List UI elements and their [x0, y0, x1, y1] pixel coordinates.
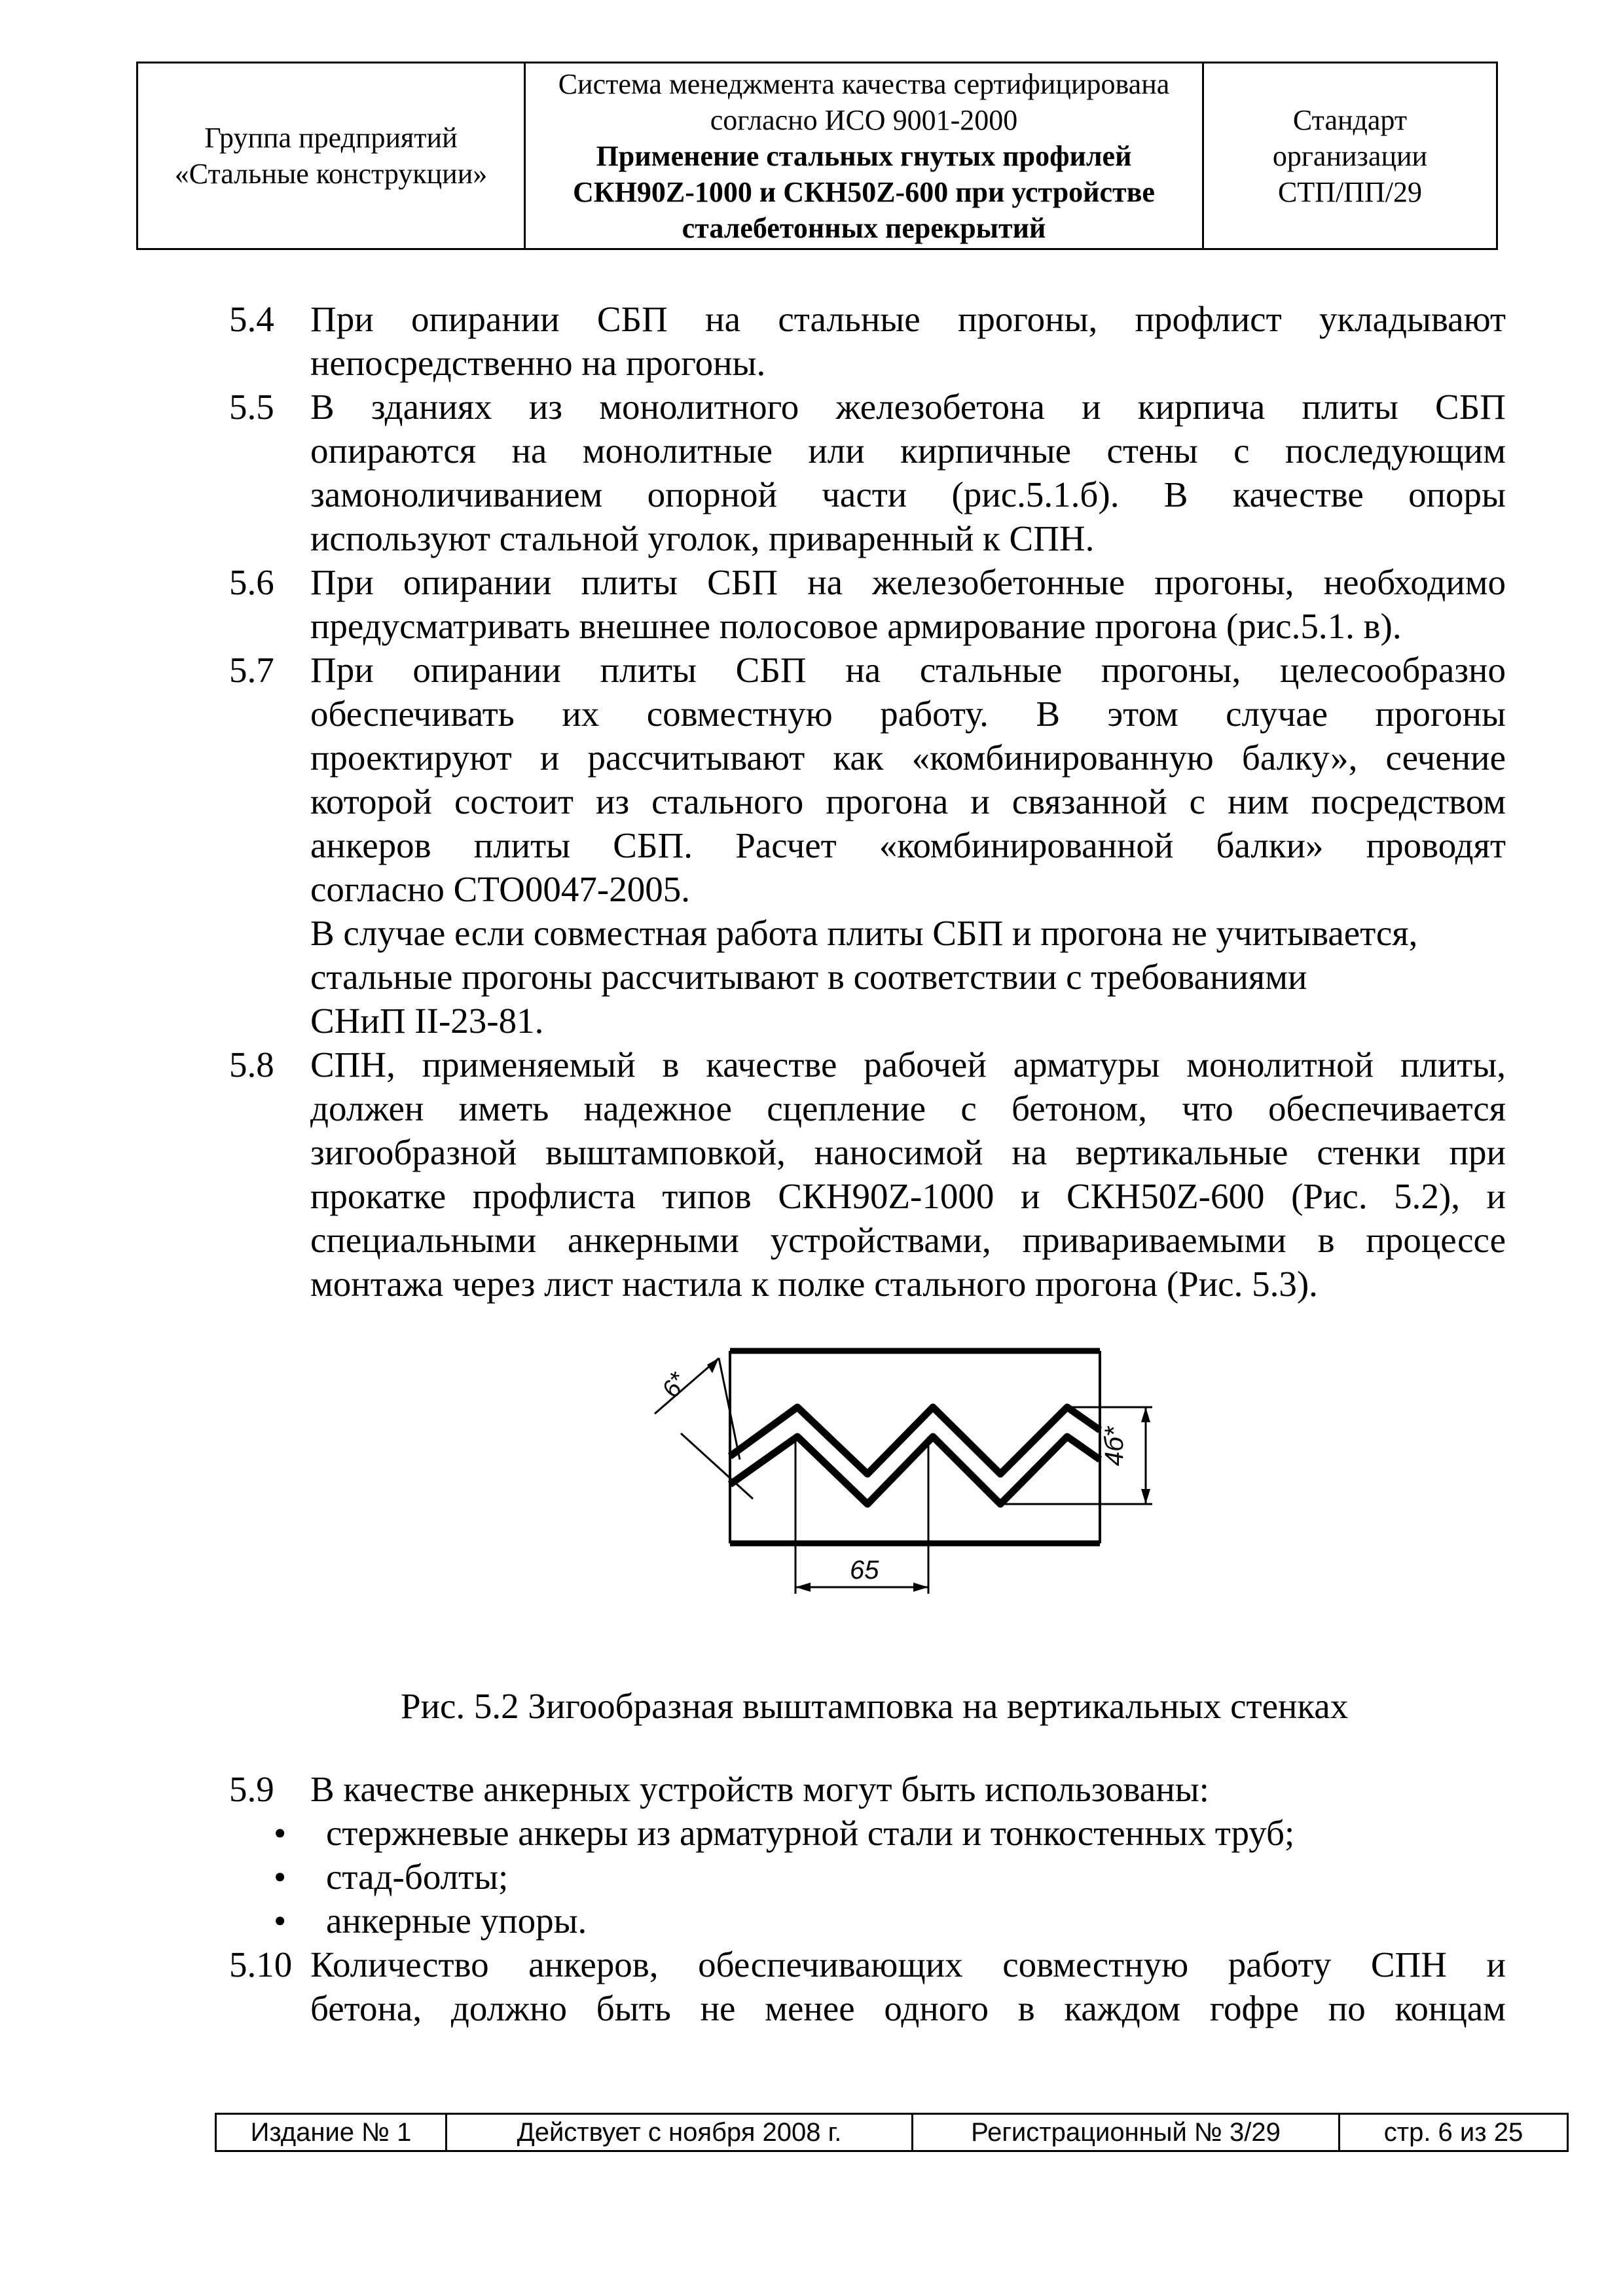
doc-title-line3: сталебетонных перекрытий: [682, 211, 1046, 244]
clause-line: СНиП II-23-81.: [310, 1001, 544, 1041]
org-name-line1: Группа предприятий: [204, 122, 458, 154]
standard-code: СТП/ПП/29: [1278, 175, 1422, 208]
footer-table: [215, 2113, 1569, 2152]
clause-line: используют стальной уголок, приваренный к СПН.: [310, 518, 1095, 558]
clause-number: 5.10: [229, 1945, 293, 1984]
footer-registration: Регистрационный № 3/29: [913, 2115, 1340, 2150]
figure-zigzag-embossing: [642, 1335, 1178, 1636]
anchor-types-list: [229, 1811, 1506, 1943]
clause-line: опираются на монолитные или кирпичные стены с последующим: [310, 431, 1506, 471]
footer-edition: Издание № 1: [217, 2115, 447, 2150]
clause-line: которой состоит из стального прогона и связанной с ним посредством: [310, 781, 1506, 821]
clause-5-5: [229, 385, 1506, 560]
angle-arrow: [707, 1358, 719, 1373]
header-organization-cell: [138, 63, 526, 248]
clause-line: Количество анкеров, обеспечивающих совместную работу СПН и: [310, 1945, 1506, 1984]
header-title-cell: [526, 63, 1204, 248]
clause-line: При опирании плиты СБП на железобетонные прогоны, необходимо: [310, 562, 1506, 602]
clause-number: 5.5: [229, 387, 274, 427]
clause-line: В случае если совместная работа плиты СБП и прогона не учитывается,: [310, 913, 1418, 953]
clause-line: СПН, применяемый в качестве рабочей арматуры монолитной плиты,: [310, 1045, 1506, 1085]
pitch-arrow-left: [795, 1583, 811, 1592]
clause-line: В качестве анкерных устройств могут быть использованы:: [310, 1769, 1209, 1809]
clause-line: При опирании плиты СБП на стальные прогоны, целесообразно: [310, 650, 1506, 690]
doc-title-line1: Применение стальных гнутых профилей: [596, 139, 1132, 172]
cert-line1: Система менеджмента качества сертифицирована: [558, 67, 1170, 100]
clause-5-6: [229, 560, 1506, 648]
header-table: [136, 62, 1498, 250]
doc-title-line2: СКН90Z-1000 и СКН50Z-600 при устройстве: [573, 175, 1155, 208]
clause-line: В зданиях из монолитного железобетона и кирпича плиты СБП: [310, 387, 1506, 427]
document-body: [229, 297, 1506, 1306]
clause-5-10: [229, 1943, 1506, 2030]
standard-line1: Стандарт: [1292, 103, 1408, 136]
zigzag-lower-line: [730, 1437, 1100, 1504]
clause-5-8: [229, 1043, 1506, 1306]
height-arrow-bottom: [1141, 1489, 1150, 1504]
figure-caption: Рис. 5.2 Зигообразная выштамповка на вертикальных стенках: [401, 1686, 1349, 1726]
org-name-line2: «Стальные конструкции»: [174, 158, 488, 190]
clause-5-4: [229, 297, 1506, 385]
clause-number: 5.4: [229, 299, 274, 339]
clause-line: прокатке профлиста типов СКН90Z-1000 и СКН50Z-600 (Рис. 5.2), и: [310, 1176, 1506, 1216]
clause-line: непосредственно на прогоны.: [310, 343, 766, 383]
clause-line: специальными анкерными устройствами, привариваемыми в процессе: [310, 1220, 1506, 1260]
standard-line2: организации: [1272, 139, 1428, 172]
clause-line: обеспечивать их совместную работу. В этом случае прогоны: [310, 694, 1506, 734]
clause-line: замоноличиванием опорной части (рис.5.1.б). В качестве опоры: [310, 475, 1506, 514]
clause-number: 5.9: [229, 1769, 274, 1809]
clause-line: зигообразной выштамповкой, наносимой на вертикальные стенки при: [310, 1132, 1506, 1172]
clause-line: должен иметь надежное сцепление с бетоном, что обеспечивается: [310, 1088, 1506, 1128]
height-dimension-label: 4б*: [1100, 1426, 1129, 1466]
clause-line: предусматривать внешнее полосовое армирование прогона (рис.5.1. в).: [310, 606, 1402, 646]
clause-line: стальные прогоны рассчитывают в соответствии с требованиями: [310, 957, 1307, 997]
cert-line2: согласно ИСО 9001-2000: [710, 103, 1018, 136]
angle-dimension-label: 6*: [657, 1368, 693, 1403]
list-item: • стержневые анкеры из арматурной стали и тонкостенных труб;: [229, 1811, 1506, 1855]
footer-page-number: стр. 6 из 25: [1383, 2117, 1523, 2147]
clause-number: 5.7: [229, 650, 274, 690]
footer-valid-from: Действует с ноября 2008 г.: [447, 2115, 913, 2150]
clause-5-9: [229, 1767, 1506, 1811]
clause-number: 5.6: [229, 562, 274, 602]
clause-line: согласно СТО0047-2005.: [310, 869, 690, 909]
clause-line: монтажа через лист настила к полке стального прогона (Рис. 5.3).: [310, 1264, 1318, 1304]
clause-line: При опирании СБП на стальные прогоны, профлист укладывают: [310, 299, 1506, 339]
list-item: • анкерные упоры.: [229, 1899, 1506, 1943]
clause-5-7: [229, 648, 1506, 1043]
header-standard-cell: [1204, 63, 1496, 248]
height-arrow-top: [1141, 1407, 1150, 1422]
list-item: • стад-болты;: [229, 1855, 1506, 1899]
clause-number: 5.8: [229, 1045, 274, 1085]
clause-line: бетона, должно быть не менее одного в каждом гофре по концам: [310, 1988, 1506, 2028]
pitch-dimension-label: 65: [850, 1556, 879, 1585]
clause-line: анкеров плиты СБП. Расчет «комбинированной балки» проводят: [310, 825, 1506, 865]
document-body-continued: [229, 1767, 1506, 2030]
clause-line: проектируют и рассчитывают как «комбинированную балку», сечение: [310, 738, 1506, 778]
pitch-arrow-right: [913, 1583, 928, 1592]
